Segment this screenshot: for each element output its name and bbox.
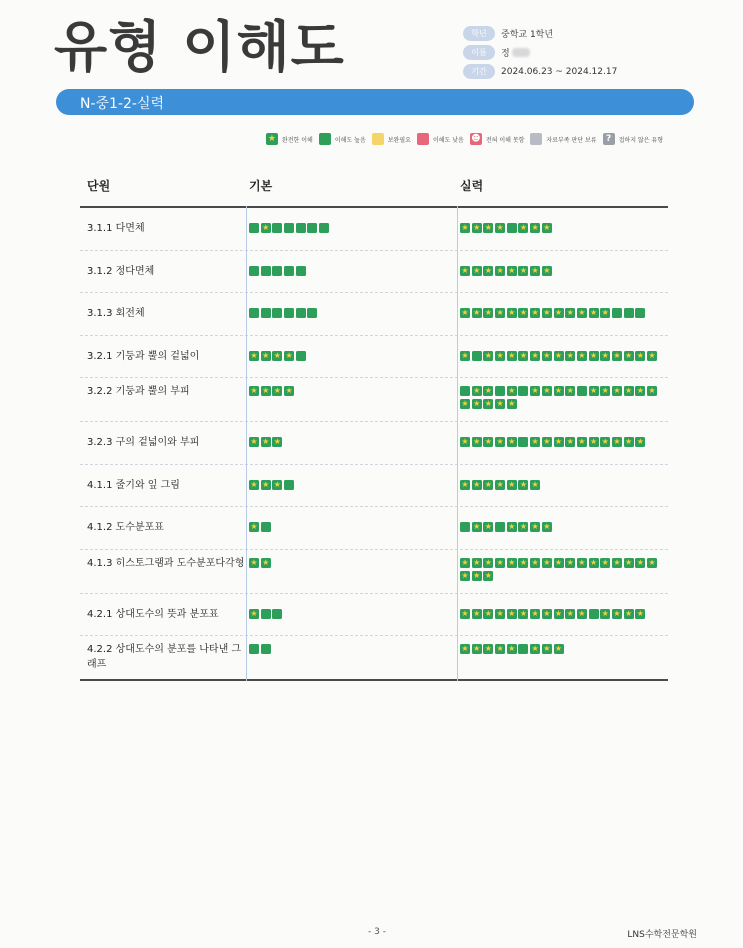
mastery-star-square <box>624 609 634 619</box>
mastery-star-square <box>472 386 482 396</box>
mastery-star-square <box>460 223 470 233</box>
understanding-square <box>261 308 271 318</box>
mastery-star-square <box>554 308 564 318</box>
understanding-square <box>319 223 329 233</box>
mastery-star-square <box>261 223 271 233</box>
unit-name: 4.1.1 줄기와 잎 그림 <box>87 479 180 491</box>
mastery-star-square <box>483 480 493 490</box>
basic-marks <box>249 609 284 619</box>
mastery-star-square <box>612 558 622 568</box>
mastery-star-square <box>600 558 610 568</box>
legend-label: 보완필요 <box>387 136 411 144</box>
basic-marks <box>249 437 284 447</box>
understanding-square <box>249 223 259 233</box>
mastery-star-square <box>249 522 259 532</box>
legend-label: 자료부족 판단 보류 <box>546 136 597 144</box>
mastery-star-square <box>554 558 564 568</box>
unit-name: 3.2.3 구의 겉넓이와 부피 <box>87 437 200 448</box>
mastery-star-square <box>249 480 259 490</box>
mastery-star-square <box>495 480 505 490</box>
understanding-square <box>272 266 282 276</box>
mastery-star-square <box>577 558 587 568</box>
mastery-star-square <box>565 386 575 396</box>
advanced-marks <box>460 644 665 654</box>
mastery-star-square <box>261 480 271 490</box>
mastery-star-square <box>483 609 493 619</box>
legend <box>260 133 663 145</box>
mastery-star-square <box>542 522 552 532</box>
understanding-square <box>307 223 317 233</box>
column-divider <box>457 206 458 681</box>
mastery-star-square <box>507 308 517 318</box>
mastery-star-square <box>530 609 540 619</box>
mastery-star-square <box>472 609 482 619</box>
mastery-star-square <box>495 308 505 318</box>
legend-item <box>266 133 313 145</box>
star-icon: ★ <box>267 134 276 144</box>
mastery-star-square <box>261 386 271 396</box>
understanding-square <box>272 308 282 318</box>
advanced-marks <box>460 266 665 276</box>
mastery-star-square <box>600 386 610 396</box>
mastery-star-square <box>530 644 540 654</box>
unit-name: 3.1.1 다면체 <box>87 223 145 234</box>
mastery-star-square <box>518 351 528 361</box>
mastery-star-square <box>472 266 482 276</box>
unit-name: 4.2.1 상대도수의 뜻과 분포표 <box>87 608 219 620</box>
mastery-star-square <box>495 437 505 447</box>
basic-marks <box>249 351 307 361</box>
mastery-star-square <box>460 480 470 490</box>
legend-swatch <box>417 133 429 145</box>
mastery-star-square <box>518 308 528 318</box>
info-label: 이름 <box>463 45 495 60</box>
mastery-star-square <box>507 386 517 396</box>
mastery-star-square <box>530 351 540 361</box>
mastery-star-square <box>577 437 587 447</box>
understanding-square <box>296 223 306 233</box>
mastery-star-square <box>565 308 575 318</box>
mastery-star-square <box>472 480 482 490</box>
mastery-star-square <box>483 266 493 276</box>
mastery-star-square <box>472 437 482 447</box>
mastery-star-square <box>530 558 540 568</box>
mastery-star-square <box>507 351 517 361</box>
legend-item <box>603 133 663 145</box>
mastery-star-square <box>600 437 610 447</box>
table-row <box>80 336 668 379</box>
understanding-square <box>284 266 294 276</box>
table-row <box>80 636 668 681</box>
advanced-marks <box>460 609 665 619</box>
mastery-star-square <box>518 266 528 276</box>
legend-item <box>530 133 596 145</box>
mastery-star-square <box>530 223 540 233</box>
understanding-square <box>284 308 294 318</box>
mastery-star-square <box>272 437 282 447</box>
mastery-star-square <box>507 609 517 619</box>
info-label: 기간 <box>463 64 495 79</box>
understanding-square <box>635 308 645 318</box>
understanding-square <box>249 308 259 318</box>
mastery-star-square <box>542 308 552 318</box>
unit-name: 4.1.2 도수분포표 <box>87 522 164 533</box>
basic-marks <box>249 522 272 532</box>
mastery-star-square <box>249 437 259 447</box>
mastery-star-square <box>635 351 645 361</box>
mastery-star-square <box>612 437 622 447</box>
understanding-square <box>495 522 505 532</box>
basic-marks <box>249 644 272 654</box>
mastery-star-square <box>554 437 564 447</box>
mastery-star-square <box>612 386 622 396</box>
mastery-star-square <box>272 480 282 490</box>
mastery-star-square <box>542 351 552 361</box>
understanding-square <box>284 480 294 490</box>
mastery-star-square <box>589 437 599 447</box>
mastery-star-square <box>577 351 587 361</box>
mastery-star-square <box>507 644 517 654</box>
mastery-star-square <box>483 571 493 581</box>
understanding-square <box>261 644 271 654</box>
understanding-square <box>577 386 587 396</box>
mastery-star-square <box>518 522 528 532</box>
mastery-star-square <box>483 644 493 654</box>
basic-marks <box>249 223 331 233</box>
mastery-star-square <box>518 609 528 619</box>
mastery-star-square <box>577 308 587 318</box>
mastery-star-square <box>495 399 505 409</box>
unit-name: 4.1.3 히스토그램과 도수분포다각형 <box>87 557 245 569</box>
mastery-star-square <box>507 399 517 409</box>
mastery-star-square <box>624 386 634 396</box>
mastery-star-square <box>472 522 482 532</box>
table-row <box>80 251 668 294</box>
mastery-star-square <box>542 558 552 568</box>
mastery-star-square <box>542 386 552 396</box>
legend-item <box>372 133 411 145</box>
mastery-star-square <box>530 522 540 532</box>
mastery-star-square <box>577 609 587 619</box>
question-icon: ? <box>603 133 615 145</box>
mastery-star-square <box>460 437 470 447</box>
mastery-star-square <box>554 644 564 654</box>
understanding-square <box>624 308 634 318</box>
info-value: 2024.06.23 ~ 2024.12.17 <box>501 66 618 77</box>
basic-marks <box>249 386 296 396</box>
mastery-star-square <box>554 386 564 396</box>
mastery-star-square <box>647 351 657 361</box>
mastery-star-square <box>507 437 517 447</box>
mastery-star-square <box>284 386 294 396</box>
understanding-square <box>495 386 505 396</box>
advanced-marks <box>460 223 665 233</box>
mastery-star-square <box>542 609 552 619</box>
mastery-star-square <box>495 351 505 361</box>
mastery-star-square <box>518 558 528 568</box>
mastery-star-square <box>460 644 470 654</box>
mastery-star-square <box>507 266 517 276</box>
mastery-star-square <box>261 437 271 447</box>
advanced-marks <box>460 437 665 447</box>
understanding-square <box>261 522 271 532</box>
mastery-star-square <box>565 437 575 447</box>
info-name <box>463 43 617 62</box>
mastery-star-square <box>460 266 470 276</box>
mastery-star-square <box>460 399 470 409</box>
understanding-square <box>307 308 317 318</box>
understanding-table <box>80 168 668 681</box>
mastery-star-square <box>600 308 610 318</box>
student-info <box>463 24 617 81</box>
mastery-star-square <box>647 558 657 568</box>
understanding-square <box>272 223 282 233</box>
understanding-square <box>296 266 306 276</box>
basic-marks <box>249 558 272 568</box>
understanding-square <box>612 308 622 318</box>
mastery-star-square <box>460 351 470 361</box>
redacted-name <box>512 48 530 57</box>
mastery-star-square <box>472 308 482 318</box>
header-basic: 기본 <box>249 179 273 193</box>
table-row <box>80 293 668 336</box>
basic-marks <box>249 308 319 318</box>
mastery-star-square <box>565 609 575 619</box>
understanding-square <box>249 644 259 654</box>
mastery-star-square <box>530 308 540 318</box>
mastery-star-square <box>542 266 552 276</box>
mastery-star-square <box>507 522 517 532</box>
info-label: 학년 <box>463 26 495 41</box>
unit-name: 3.1.3 회전체 <box>87 308 145 319</box>
mastery-star-square <box>624 558 634 568</box>
mastery-star-square <box>483 223 493 233</box>
mastery-star-square <box>600 609 610 619</box>
mastery-star-square <box>530 437 540 447</box>
skull-icon: ☻ <box>471 134 481 144</box>
academy-name: LNS수학전문학원 <box>627 930 697 940</box>
mastery-star-square <box>249 386 259 396</box>
page-number: - 3 - <box>368 927 386 937</box>
mastery-star-square <box>249 558 259 568</box>
understanding-square <box>518 644 528 654</box>
table-row <box>80 507 668 550</box>
info-value: 정 <box>501 49 510 59</box>
mastery-star-square <box>460 308 470 318</box>
mastery-star-square <box>589 386 599 396</box>
mastery-star-square <box>483 351 493 361</box>
page-title: 유형 이해도 <box>54 15 345 79</box>
advanced-marks <box>460 308 665 318</box>
understanding-square <box>296 308 306 318</box>
mastery-star-square <box>589 558 599 568</box>
understanding-square <box>296 351 306 361</box>
mastery-star-square <box>284 351 294 361</box>
mastery-star-square <box>472 644 482 654</box>
mastery-star-square <box>647 386 657 396</box>
mastery-star-square <box>483 437 493 447</box>
basic-marks <box>249 480 296 490</box>
unit-name: 3.2.1 기둥과 뿔의 겉넓이 <box>87 350 200 362</box>
mastery-star-square <box>272 351 282 361</box>
mastery-star-square <box>589 351 599 361</box>
mastery-star-square <box>530 386 540 396</box>
mastery-star-square <box>565 351 575 361</box>
legend-item <box>417 133 464 145</box>
mastery-star-square <box>554 609 564 619</box>
unit-name: 4.2.2 상대도수의 분포를 나타낸 그래프 <box>87 644 242 670</box>
mastery-star-square <box>542 223 552 233</box>
advanced-marks <box>460 480 665 490</box>
column-divider <box>246 206 247 681</box>
mastery-star-square <box>483 558 493 568</box>
info-grade <box>463 24 617 43</box>
table-row <box>80 594 668 637</box>
legend-label: 완전한 이해 <box>281 136 313 144</box>
table-row <box>80 208 668 251</box>
mastery-star-square <box>624 437 634 447</box>
mastery-star-square <box>530 266 540 276</box>
legend-swatch <box>530 133 542 145</box>
mastery-star-square <box>589 308 599 318</box>
mastery-star-square <box>507 480 517 490</box>
table-row <box>80 550 668 594</box>
table-row <box>80 465 668 508</box>
mastery-star-square <box>635 558 645 568</box>
mastery-star-square <box>495 644 505 654</box>
mastery-star-square <box>612 351 622 361</box>
mastery-star-square <box>495 223 505 233</box>
table-row <box>80 378 668 422</box>
mastery-star-square <box>249 609 259 619</box>
mastery-star-square <box>483 386 493 396</box>
legend-label: 전혀 이해 못함 <box>485 136 525 144</box>
mastery-star-square <box>518 223 528 233</box>
advanced-marks <box>460 386 665 409</box>
understanding-square <box>518 437 528 447</box>
mastery-star-square <box>612 609 622 619</box>
understanding-square <box>472 351 482 361</box>
mastery-star-square <box>624 351 634 361</box>
mastery-star-square <box>635 609 645 619</box>
basic-marks <box>249 266 307 276</box>
understanding-square <box>460 386 470 396</box>
advanced-marks <box>460 522 665 532</box>
mastery-star-square <box>495 558 505 568</box>
unit-name: 3.1.2 정다면체 <box>87 265 155 277</box>
mastery-star-square <box>600 351 610 361</box>
understanding-square <box>589 609 599 619</box>
legend-swatch <box>372 133 384 145</box>
mastery-star-square <box>495 609 505 619</box>
understanding-square <box>261 266 271 276</box>
legend-item <box>470 133 525 145</box>
table-row <box>80 422 668 465</box>
table-header <box>80 168 668 208</box>
mastery-star-square <box>472 223 482 233</box>
unit-name: 3.2.2 기둥과 뿔의 부피 <box>87 386 190 397</box>
mastery-star-square <box>530 480 540 490</box>
understanding-square <box>507 223 517 233</box>
mastery-star-square <box>542 644 552 654</box>
understanding-square <box>261 609 271 619</box>
mastery-star-square <box>483 522 493 532</box>
mastery-star-square <box>261 351 271 361</box>
banner-title: N-중1-2-실력 <box>80 96 165 112</box>
mastery-star-square <box>635 386 645 396</box>
advanced-marks <box>460 351 665 361</box>
mastery-star-square <box>483 308 493 318</box>
legend-item <box>319 133 366 145</box>
table-body <box>80 208 668 681</box>
legend-label: 이해도 낮음 <box>432 136 464 144</box>
mastery-star-square <box>495 266 505 276</box>
understanding-square <box>518 386 528 396</box>
mastery-star-square <box>542 437 552 447</box>
understanding-square <box>272 609 282 619</box>
info-period <box>463 62 617 81</box>
mastery-star-square <box>272 386 282 396</box>
mastery-star-square <box>472 571 482 581</box>
mastery-star-square <box>472 558 482 568</box>
legend-label: 이해도 높음 <box>334 136 366 144</box>
understanding-square <box>249 266 259 276</box>
mastery-star-square <box>554 351 564 361</box>
advanced-marks <box>460 558 665 581</box>
mastery-star-square <box>460 571 470 581</box>
info-value: 중학교 1학년 <box>501 30 554 40</box>
mastery-star-square <box>483 399 493 409</box>
mastery-star-square <box>518 480 528 490</box>
mastery-star-square <box>249 351 259 361</box>
mastery-star-square <box>565 558 575 568</box>
header-unit: 단원 <box>87 179 111 193</box>
legend-label: 접하지 않은 유형 <box>618 136 663 144</box>
mastery-star-square <box>460 558 470 568</box>
section-banner <box>56 89 694 115</box>
mastery-star-square <box>507 558 517 568</box>
mastery-star-square <box>635 437 645 447</box>
mastery-star-square <box>261 558 271 568</box>
understanding-square <box>284 223 294 233</box>
mastery-star-square <box>472 399 482 409</box>
header-advanced: 실력 <box>460 179 484 193</box>
legend-swatch <box>319 133 331 145</box>
understanding-square <box>460 522 470 532</box>
mastery-star-square <box>460 609 470 619</box>
